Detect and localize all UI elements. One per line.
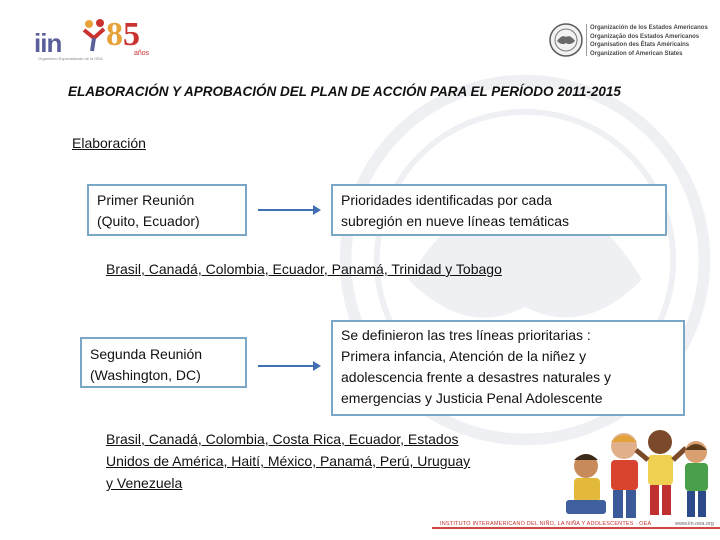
second-result-line-2: Primera infancia, Atención de la niñez y <box>341 348 587 364</box>
second-meeting-result-box <box>331 320 685 416</box>
oea-name-en: Organization of American States <box>590 50 683 57</box>
oea-name-es: Organización de los Estados Americanos <box>590 25 708 31</box>
section-heading: Elaboración <box>72 135 146 151</box>
oea-name-pt: Organização dos Estados Americanos <box>590 33 700 40</box>
children-illustration <box>556 420 716 524</box>
footer-url: www.iin.oea.org <box>675 521 714 527</box>
footer-divider <box>432 527 720 529</box>
first-meeting-result-box <box>331 184 667 236</box>
second-countries-line-2: Unidos de América, Haití, México, Panamá, Perú, Uruguay <box>106 453 471 469</box>
first-meeting-countries: Brasil, Canadá, Colombia, Ecuador, Panamá, Trinidad y Tobago <box>106 261 502 277</box>
iin-logo-text: iin <box>34 28 62 58</box>
iin-logo-subtitle: Organismo Especializado de la OEA <box>38 56 103 61</box>
iin-anniversary-number <box>106 16 140 54</box>
iin-logo <box>34 16 154 62</box>
oea-name-fr: Organisation des États Américains <box>590 42 690 48</box>
iin-anniversary-label: años <box>134 50 150 57</box>
oea-names <box>590 24 708 58</box>
first-meeting-box <box>87 184 247 236</box>
anniversary-digit-eight: 8 <box>106 16 123 53</box>
second-result-line-3: adolescencia frente a desastres naturales y <box>341 369 612 385</box>
first-result-line-2: subregión en nueve líneas temáticas <box>341 213 570 229</box>
first-meeting-location: (Quito, Ecuador) <box>97 213 200 229</box>
second-countries-line-3: y Venezuela <box>106 475 183 491</box>
anniversary-digit-five: 5 <box>123 16 140 53</box>
second-countries-line-1: Brasil, Canadá, Colombia, Costa Rica, Ecuador, Estados <box>106 431 459 447</box>
oea-logo <box>548 20 718 64</box>
second-meeting-box <box>80 337 247 388</box>
footer-institute: INSTITUTO INTERAMERICANO DEL NIÑO, LA NIÑA Y ADOLESCENTES · OEA <box>440 521 652 527</box>
slide-title: ELABORACIÓN Y APROBACIÓN DEL PLAN DE ACCIÓN PARA EL PERÍODO 2011-2015 <box>68 84 621 99</box>
first-meeting-label: Primer Reunión <box>97 192 195 208</box>
first-result-line-1: Prioridades identificadas por cada <box>341 192 552 208</box>
arrow-right-icon <box>258 365 314 367</box>
second-meeting-label: Segunda Reunión <box>90 346 203 362</box>
second-meeting-countries <box>106 428 546 494</box>
oea-divider <box>586 24 587 56</box>
arrow-right-icon <box>258 209 314 211</box>
oea-seal-icon <box>548 22 584 58</box>
second-result-line-1: Se definieron las tres líneas prioritarias : <box>341 327 591 343</box>
child-figure-icon <box>80 18 108 52</box>
second-result-line-4: emergencias y Justicia Penal Adolescente <box>341 390 603 406</box>
second-meeting-location: (Washington, DC) <box>90 367 201 383</box>
